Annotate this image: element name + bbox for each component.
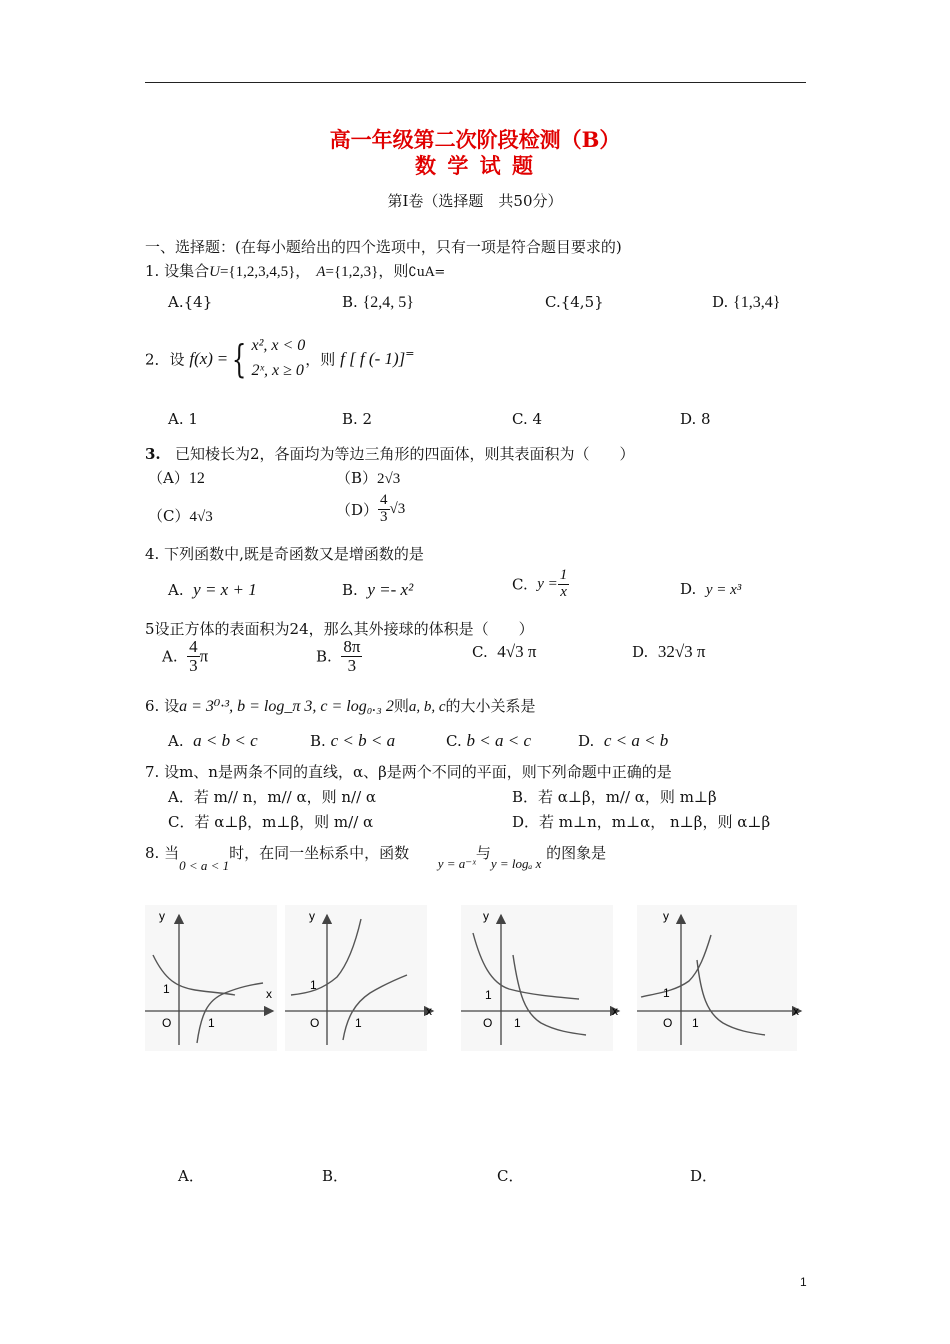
q5-option-b[interactable]: B. $\frac{8\pi}{3}$ — [316, 637, 361, 675]
q3-option-b[interactable]: （B）2√3 — [336, 469, 401, 487]
question-3-stem: 3. 已知棱长为2，各面均为等边三角形的四面体，则其表面积为（ ） — [145, 445, 635, 463]
graph-c-x-label: x — [612, 1004, 618, 1018]
graph-d-one-x: 1 — [692, 1016, 699, 1030]
exam-title: 高一年级第二次阶段检测（B） — [329, 127, 621, 152]
q4-option-b[interactable]: B. y =- x² — [342, 580, 414, 599]
q5-option-d[interactable]: D. 32√3 π — [632, 642, 706, 661]
graph-d-x-label: x — [793, 1004, 799, 1018]
graph-c-one-x: 1 — [514, 1016, 521, 1030]
graph-d-bg — [637, 905, 797, 1051]
graph-b-one-y: 1 — [310, 978, 317, 992]
q1-option-d[interactable]: D. {1,3,4} — [712, 293, 781, 311]
q7-option-d[interactable]: D．若 m⊥n，m⊥α， n⊥β，则 α⊥β — [512, 813, 771, 831]
graph-a-y-label: y — [159, 909, 165, 923]
q2-option-c[interactable]: C. 4 — [512, 410, 543, 428]
question-8-stem: 8. 当0 < a < 1时，在同一坐标系中，函数 y = a⁻ˣ与y = logₐ x 的图象是 — [145, 844, 607, 873]
graph-b-y-label: y — [309, 909, 315, 923]
header-rule — [145, 82, 806, 83]
exam-subject: 数 学 试 题 — [415, 153, 535, 178]
graph-c-y-label: y — [483, 909, 489, 923]
volume-label: 第Ⅰ卷（选择题 共50分） — [387, 192, 563, 210]
graph-a-origin: O — [162, 1016, 172, 1030]
q3-option-c[interactable]: （C）4√3 — [148, 507, 213, 525]
q1-option-b[interactable]: B. {2,4, 5} — [342, 293, 414, 311]
q5-option-a[interactable]: A. $\frac{4}{3}$ π — [162, 637, 209, 675]
graph-c-one-y: 1 — [485, 988, 492, 1002]
graph-a[interactable] — [145, 905, 277, 1051]
q2-option-a[interactable]: A. 1 — [168, 410, 198, 428]
graph-b-one-x: 1 — [355, 1016, 362, 1030]
q6-option-a[interactable]: A. a < b < c — [168, 731, 258, 750]
q8-answer-c[interactable]: C． — [497, 1167, 524, 1185]
q7-option-a[interactable]: A．若 m// n，m// α，则 n// α — [168, 788, 377, 806]
graph-c[interactable] — [461, 905, 619, 1051]
q7-option-c[interactable]: C．若 α⊥β，m⊥β，则 m// α — [168, 813, 374, 831]
q8-answer-a[interactable]: A． — [178, 1167, 204, 1185]
q3-option-a[interactable]: （A）12 — [148, 469, 205, 487]
q4-option-a[interactable]: A. y = x + 1 — [168, 580, 257, 599]
graph-b-x-label: x — [426, 1004, 432, 1018]
graph-d-origin: O — [663, 1016, 673, 1030]
q6-option-b[interactable]: B. c < b < a — [310, 731, 396, 750]
question-6-stem: 6. 设a = 3⁰·³, b = log_π 3, c = log₀.₃ 2则a, b, c的大小关系是 — [145, 697, 536, 715]
q1-option-a[interactable]: A.{4} — [168, 293, 213, 311]
q1-option-c[interactable]: C.{4,5} — [545, 293, 604, 311]
graph-c-origin: O — [483, 1016, 493, 1030]
question-7-stem: 7. 设m、n是两条不同的直线，α、β是两个不同的平面，则下列命题中正确的是 — [145, 763, 672, 781]
q6-option-d[interactable]: D. c < a < b — [578, 731, 669, 750]
graph-d-one-y: 1 — [663, 986, 670, 1000]
graph-b-origin: O — [310, 1016, 320, 1030]
q2-option-b[interactable]: B. 2 — [342, 410, 373, 428]
question-4-stem: 4. 下列函数中,既是奇函数又是增函数的是 — [145, 545, 424, 563]
section-heading: 一、选择题：(在每小题给出的四个选项中，只有一项是符合题目要求的) — [145, 238, 622, 256]
q2-option-d[interactable]: D. 8 — [680, 410, 711, 428]
q7-option-b[interactable]: B．若 α⊥β，m// α，则 m⊥β — [512, 788, 717, 806]
q4-option-d[interactable]: D. y = x³ — [680, 580, 742, 598]
question-1-stem: 1. 设集合U={1,2,3,4,5}， A={1,2,3}，则∁uA= — [145, 262, 446, 280]
graph-d-y-label: y — [663, 909, 669, 923]
question-5-stem: 5设正方体的表面积为24，那么其外接球的体积是（ ） — [145, 620, 534, 638]
graph-d[interactable] — [637, 905, 801, 1051]
graph-b[interactable] — [285, 905, 433, 1051]
page-number: 1 — [800, 1275, 807, 1289]
graph-a-one-x: 1 — [208, 1016, 215, 1030]
q6-option-c[interactable]: C. b < a < c — [446, 731, 531, 750]
question-2-stem: 2．设 f(x) = { x², x < 0 2ˣ, x ≥ 0 ，则 f [ f (- 1)]= — [145, 336, 415, 381]
q8-answer-b[interactable]: B． — [322, 1167, 349, 1185]
q3-option-d[interactable]: （D） $\frac{4}{3}$ √3 — [336, 492, 406, 525]
q8-graphs — [145, 905, 805, 1055]
q4-option-c[interactable]: C. y = $\frac{1}{x}$ — [512, 567, 568, 600]
graph-a-one-y: 1 — [163, 982, 170, 996]
graph-a-x-label: x — [266, 987, 272, 1001]
q8-answer-d[interactable]: D． — [690, 1167, 718, 1185]
q5-option-c[interactable]: C. 4√3 π — [472, 642, 537, 661]
